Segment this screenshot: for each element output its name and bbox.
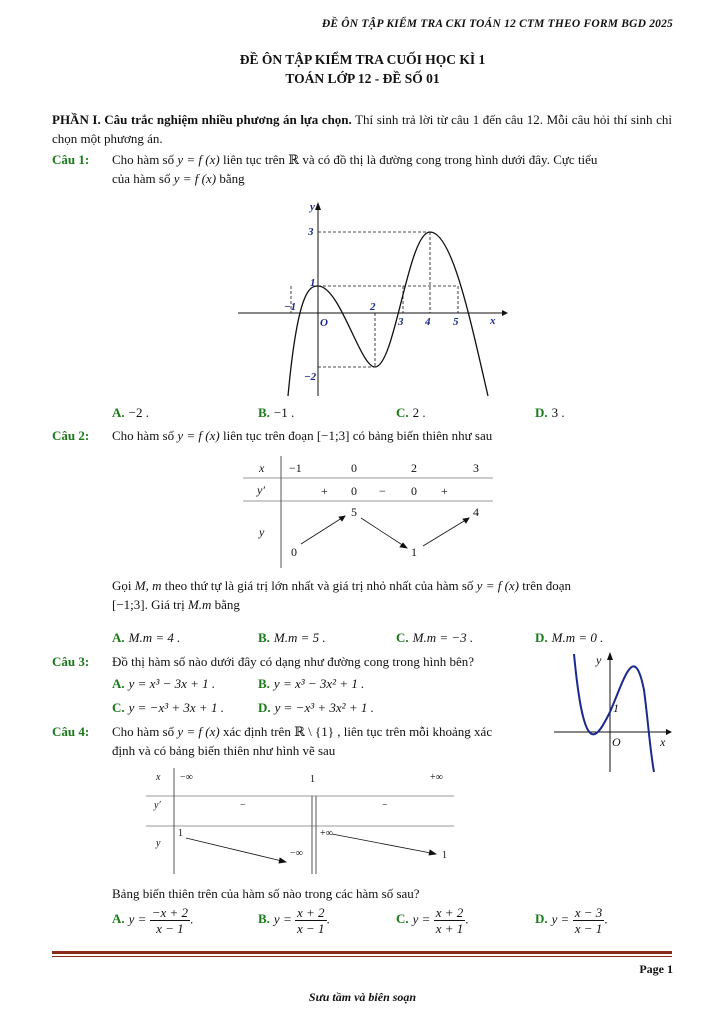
q2-x-label: x [259,461,265,475]
q2-text-h: bằng [214,597,240,612]
q3-option-b-label: B. [258,676,270,691]
q1-graph [230,198,510,398]
q4-option-c-fraction [434,905,466,936]
q2-text-f: trên đoạn [522,578,571,593]
q1-fx: y = f (x) [177,152,220,167]
q2-x-val-1: 0 [351,461,357,475]
q4-option-d-num: x − 3 [574,905,603,920]
q1-x-arrow [502,310,508,316]
q4-option-b[interactable]: B. y = $\frac{x + 2}{x - 1}$ . [258,905,330,936]
q2-option-c-text: M.m = −3 . [412,630,474,645]
q4-option-c-den: x + 1 [435,921,464,936]
q1-ytick-3: 3 [308,226,314,238]
q1-option-d-text: 3 . [551,405,565,420]
q4-option-c-num: x + 2 [435,905,464,920]
page-header: ĐỀ ÔN TẬP KIỂM TRA CKI TOÁN 12 CTM THEO FORM BGD 2025 [321,18,673,30]
q3-ytick-1: 1 [613,701,619,715]
exam-subtitle: TOÁN LỚP 12 - ĐỀ SỐ 01 [285,71,440,86]
q4-option-a-num: −x + 2 [151,905,189,920]
q1-ytick-1: 1 [310,277,316,289]
q4-x-val-1: 1 [310,774,315,785]
q2-interval: [−1;3] [316,428,350,443]
q4-y-val-0: 1 [178,828,183,839]
q2-sign-4: + [441,484,448,498]
part1-intro [52,110,672,148]
q2-text-a: Cho hàm số [112,428,175,443]
q4-variation-table [146,768,456,874]
q2-option-d[interactable] [535,628,603,647]
q1-option-d[interactable] [535,403,565,422]
q1-option-b-text: −1 . [273,405,295,420]
page-number: Page 1 [639,962,673,976]
q3-option-a[interactable] [112,674,215,693]
q4-option-a-den: x − 1 [156,921,184,936]
q2-option-a-label: A. [112,630,125,645]
q2-option-a[interactable] [112,628,180,647]
q2-fx: y = f (x) [177,428,220,443]
q1-tick-3: 3 [398,316,404,328]
q1-text-a: Cho hàm số [112,152,175,167]
q3-origin-label: O [612,735,621,749]
q1-text [112,150,672,188]
q2-text-d: Gọi [112,578,132,593]
q1-option-a-text: −2 . [128,405,149,420]
q2-variation-table [243,456,495,568]
q2-label: Câu 2: [52,428,90,443]
q4-y-label: y [156,838,161,849]
q3-y-label: y [596,653,602,667]
q4-option-c[interactable]: C. y = $\frac{x + 2}{x + 1}$ . [396,905,469,936]
q4-option-d-label: D. [535,911,548,927]
exam-title: ĐỀ ÔN TẬP KIỂM TRA CUỐI HỌC KÌ 1 [239,52,486,67]
q1-option-a-label: A. [112,405,125,420]
q2-sign-1: 0 [351,484,357,498]
q3-option-d-label: D. [258,700,271,715]
q1-text-b: liên tục trên ℝ và có đồ thị là đường cong trong hình dưới đây. Cực tiểu [222,152,598,167]
q3-option-a-label: A. [112,676,125,691]
q1-ytick-m2: −2 [304,371,317,383]
q2-mdotm: M.m [187,597,212,612]
q2-x-val-0: −1 [289,461,302,475]
q1-option-d-label: D. [535,405,548,420]
part1-text: Thí sinh trả lời từ câu 1 đến câu 12. Mỗi câu hỏi thí sinh chỉ chọn một phương án. [52,112,672,146]
q1-option-c-text: 2 . [412,405,426,420]
q1-option-c-label: C. [396,405,409,420]
q3-option-d-text: y = −x³ + 3x² + 1 . [274,700,374,715]
q1-y-arrow [315,202,321,210]
q1-tick-2: 2 [370,301,376,313]
q2-sign-3: 0 [411,484,417,498]
q2-y-val-0: 0 [291,545,297,559]
q1-fx2: y = f (x) [173,171,217,186]
q2-sign-2: − [379,484,386,498]
q4-text-c: định và có bảng biến thiên như hình vẽ sau [112,743,336,758]
q1-x-label: x [490,315,496,327]
q2-y-label: y [259,525,265,539]
q4-option-b-num: x + 2 [296,905,325,920]
q4-y-val-3: 1 [442,850,447,861]
q2-text-c: có bảng biến thiên như sau [352,428,493,443]
q2-text-b: liên tục trên đoạn [222,428,314,443]
q1-text-d: bằng [219,171,245,186]
q4-option-a[interactable]: A. y = $\frac{-x + 2}{x - 1}$ . [112,905,194,936]
q2-option-b-text: M.m = 5 . [273,630,326,645]
part1-label: PHẦN I. Câu trắc nghiệm nhiều phương án lựa chọn. [52,112,352,127]
q4-text-a: Cho hàm số [112,724,175,739]
q1-option-b[interactable] [258,403,294,422]
q2-x-val-2: 2 [411,461,417,475]
q3-x-label: x [660,735,666,749]
q4-sign-0: − [240,800,246,811]
q4-x-val-0: −∞ [180,772,193,783]
q4-option-b-label: B. [258,911,270,927]
q4-option-a-y: y = [128,911,147,927]
q1-option-a[interactable] [112,403,149,422]
q1-tick-m1: −1 [284,301,297,313]
q4-option-c-y: y = [412,911,431,927]
q2-option-c-label: C. [396,630,409,645]
q3-option-c[interactable] [112,698,224,717]
q1-text-c: của hàm số [112,171,171,186]
q2-mm: M, m [134,578,162,593]
q3-option-b[interactable] [258,674,364,693]
q1-label: Câu 1: [52,152,90,167]
q3-graph [550,650,675,774]
q4-option-b-den: x − 1 [296,921,325,936]
q4-option-b-fraction [295,905,327,936]
q2-yp-label: y′ [257,483,265,497]
q2-sign-0: + [321,484,328,498]
q4-yp-label: y′ [154,800,161,811]
q4-text [112,722,544,760]
q2-fx2: y = f (x) [476,578,520,593]
q4-option-d-fraction [573,905,605,936]
q2-text [112,426,672,445]
q2-y-val-3: 4 [473,505,479,519]
q2-option-d-text: M.m = 0 . [551,630,604,645]
q1-origin-label: O [320,317,328,329]
q4-y-val-1: −∞ [290,848,303,859]
q4-x-val-2: +∞ [430,772,443,783]
q3-label: Câu 3: [52,654,90,669]
q3-option-c-label: C. [112,700,125,715]
q2-option-b[interactable] [258,628,326,647]
q4-option-c-label: C. [396,911,409,927]
q3-option-d[interactable] [258,698,374,717]
q3-text: Đồ thị hàm số nào dưới đây có dạng như đường cong trong hình bên? [112,654,474,669]
q3-option-a-text: y = x³ − 3x + 1 . [128,676,216,691]
q4-option-a-fraction [150,905,190,936]
q2-option-b-label: B. [258,630,270,645]
q2-y-val-2: 1 [411,545,417,559]
q2-y-val-1: 5 [351,505,357,519]
q2-x-val-3: 3 [473,461,479,475]
q2-option-d-label: D. [535,630,548,645]
q1-tick-4: 4 [425,316,431,328]
q4-option-a-label: A. [112,911,125,927]
q1-tick-5: 5 [453,316,459,328]
q1-guides [291,232,458,367]
q4-option-d[interactable]: D. y = $\frac{x - 3}{x - 1}$ . [535,905,608,936]
q4-label: Câu 4: [52,724,90,739]
q2-interval2: [−1;3] [112,597,145,612]
q1-y-label: y [310,201,315,213]
q1-option-c[interactable] [396,403,426,422]
q4-question: Bảng biến thiên trên của hàm số nào trong các hàm số sau? [112,886,420,901]
footer-rule [52,951,672,954]
q4-y-val-2: +∞ [320,828,333,839]
q4-option-d-y: y = [551,911,570,927]
q2-text-e: theo thứ tự là giá trị lớn nhất và giá trị nhỏ nhất của hàm số [164,578,474,593]
q3-option-b-text: y = x³ − 3x² + 1 . [273,676,365,691]
q4-x-label: x [156,772,161,783]
q4-text-b: xác định trên ℝ \ {1} , liên tục trên mỗi khoảng xác [222,724,493,739]
q3-option-c-text: y = −x³ + 3x + 1 . [128,700,224,715]
q1-option-b-label: B. [258,405,270,420]
q2-question [112,576,672,614]
q4-option-d-den: x − 1 [574,921,603,936]
q4-option-b-y: y = [273,911,292,927]
q2-option-c[interactable] [396,628,473,647]
footer-source: Sưu tầm và biên soạn [308,990,417,1004]
footer-rule-thin [52,956,672,957]
q2-text-g: . Giá trị [144,597,185,612]
q2-option-a-text: M.m = 4 . [128,630,181,645]
q4-sign-1: − [382,800,388,811]
q4-fx: y = f (x) [177,724,220,739]
